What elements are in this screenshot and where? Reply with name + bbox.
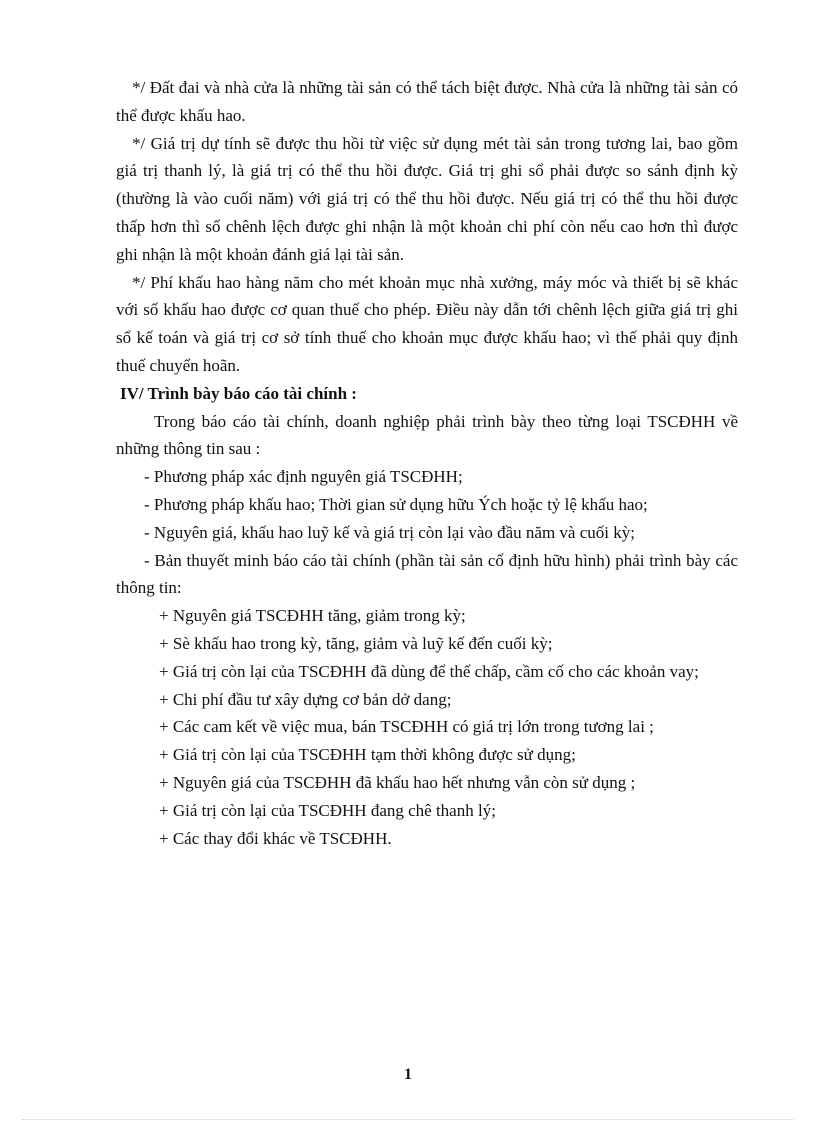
sub-list-item: + Các cam kết về việc mua, bán TSCĐHH có giá trị lớn trong tương lai ;: [159, 717, 654, 737]
sub-list-item: + Giá trị còn lại của TSCĐHH đã dùng để thế chấp, cầm cố cho các khoản vay;: [159, 661, 699, 681]
sub-list-item: + Các thay đổi khác về TSCĐHH.: [159, 828, 392, 848]
list-item: - Phương pháp khấu hao; Thời gian sử dụng hữu Ých hoặc tỷ lệ khấu hao;: [144, 494, 648, 514]
list-item: - Nguyên giá, khấu hao luỹ kế và giá trị còn lại vào đầu năm và cuối kỳ;: [144, 522, 635, 542]
list-item: - Phương pháp xác định nguyên giá TSCĐHH;: [144, 467, 463, 487]
page-number: 1: [404, 1066, 412, 1083]
document-body: [116, 74, 738, 852]
page-divider: [22, 1119, 794, 1120]
sub-list-item: + Nguyên giá TSCĐHH tăng, giảm trong kỳ;: [159, 606, 466, 626]
list-item: - Bản thuyết minh báo cáo tài chính (phần tài sản cố định hữu hình) phải trình bày các thông tin:: [116, 550, 738, 598]
sub-list-item: + Giá trị còn lại của TSCĐHH tạm thời không được sử dụng;: [159, 745, 576, 765]
paragraph-recoverable-value: */ Giá trị dự tính sẽ được thu hồi từ việc sử dụng mét tài sản trong tương lai, bao gồm giá trị thanh lý, là giá trị có thể thu hồi được. Giá trị ghi sổ phải được so sánh định kỳ (thường là vào cuối năm) với giá trị có thể thu hồi được. Nếu giá trị có thể thu hồi được thấp hơn thì số chênh lệch được ghi nhận là một khoản chi phí còn nếu cao hơn thì được ghi nhận là một khoản đánh giá lại tài sản.: [116, 133, 738, 264]
paragraph-depreciation-tax: */ Phí khấu hao hàng năm cho mét khoản mục nhà xưởng, máy móc và thiết bị sẽ khác với số khấu hao được cơ quan thuế cho phép. Điều này dẫn tới chênh lệch giữa giá trị ghi sổ kế toán và giá trị cơ sở tính thuế cho khoản mục được khấu hao; vì thế phải quy định thuế chuyển hoãn.: [116, 272, 738, 375]
section-heading: IV/ Trình bày báo cáo tài chính :: [120, 383, 357, 403]
paragraph-land-buildings: */ Đất đai và nhà cửa là những tài sản có thể tách biệt được. Nhà cửa là những tài sản có thể được khấu hao.: [116, 78, 738, 125]
sub-list-item: + Sè khấu hao trong kỳ, tăng, giảm và luỹ kế đến cuối kỳ;: [159, 633, 553, 653]
sub-list-item: + Giá trị còn lại của TSCĐHH đang chê thanh lý;: [159, 800, 496, 820]
intro-paragraph: Trong báo cáo tài chính, doanh nghiệp phải trình bày theo từng loại TSCĐHH về những thông tin sau :: [116, 411, 738, 459]
sub-list-item: + Nguyên giá của TSCĐHH đã khấu hao hết nhưng vẫn còn sử dụng ;: [159, 772, 636, 792]
sub-list-item: + Chi phí đầu tư xây dựng cơ bản dở dang;: [159, 689, 452, 709]
